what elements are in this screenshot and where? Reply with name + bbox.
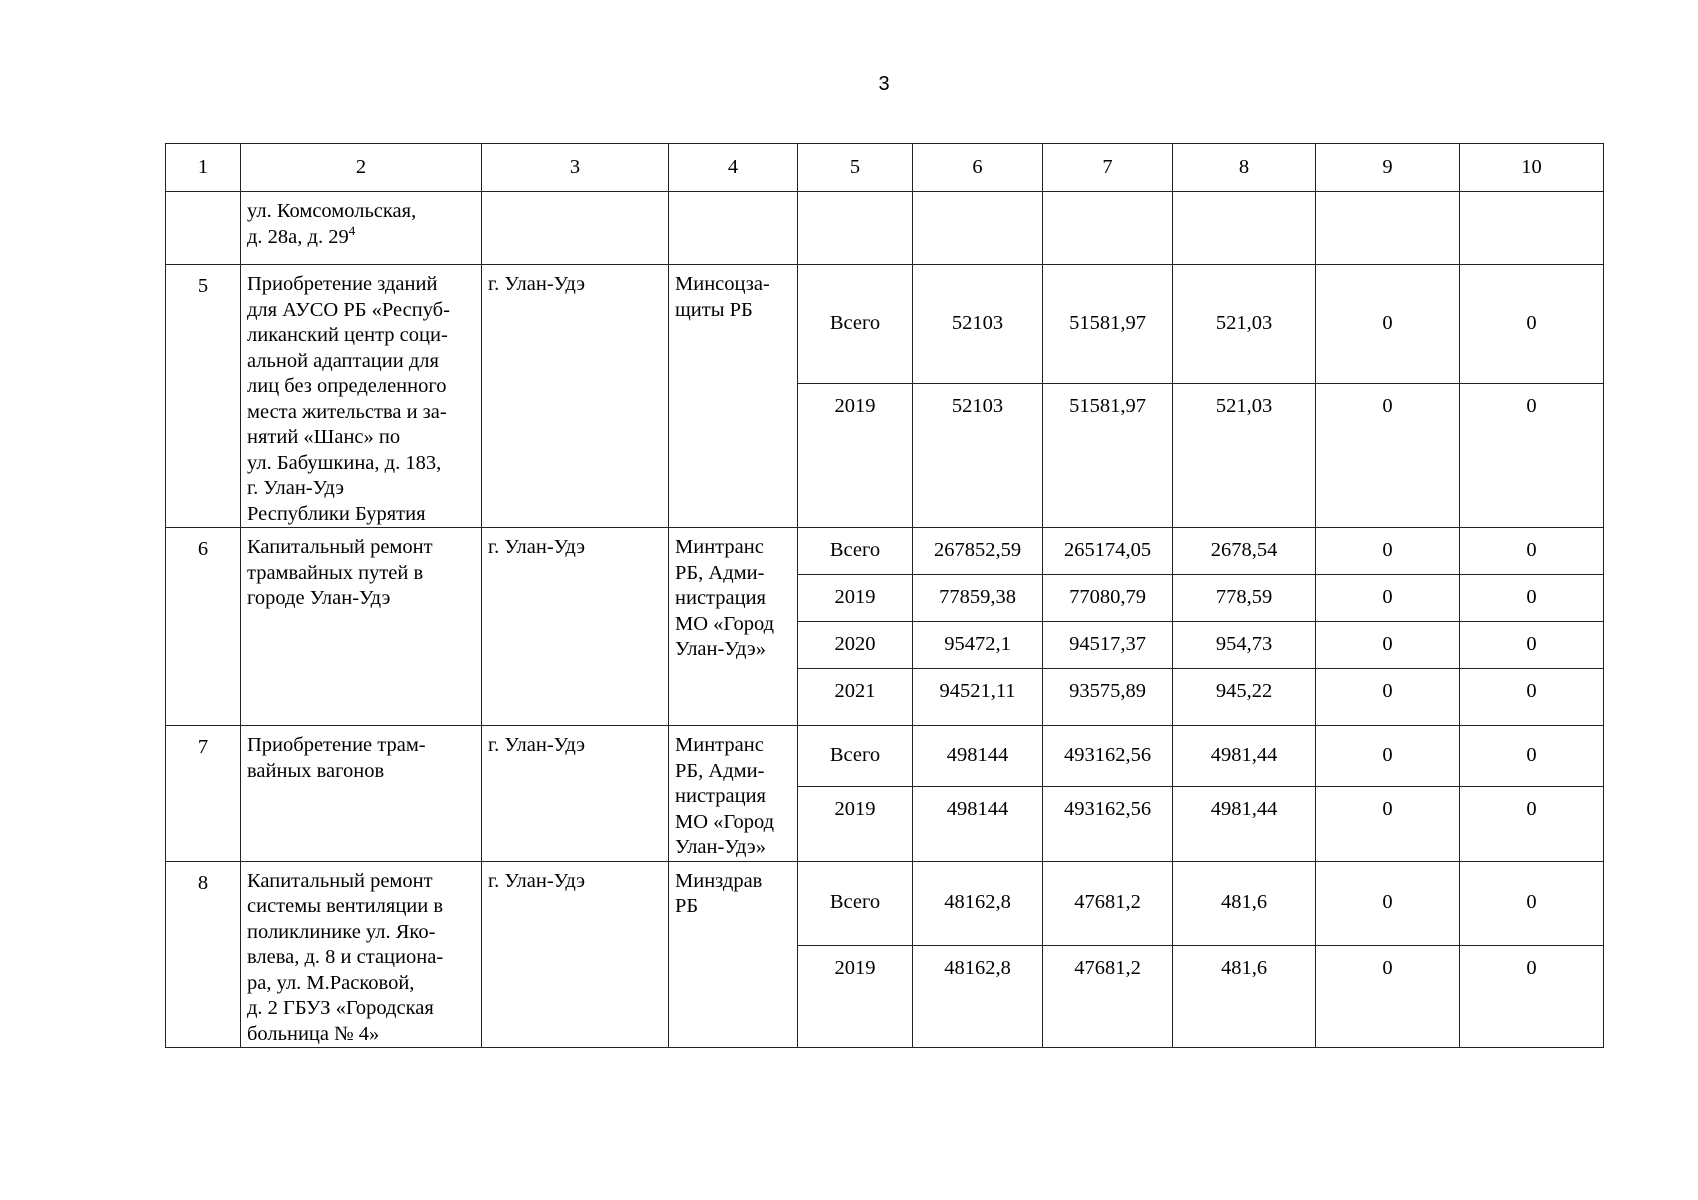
period-cell: 2019 [798, 787, 913, 861]
value-cell: 0 [1460, 726, 1604, 787]
organization-line: РБ, Адми- [675, 561, 765, 584]
value-cell: 267852,59 [913, 528, 1043, 575]
object-name-line: Приобретение трам- [247, 734, 426, 756]
value-cell [1316, 192, 1460, 265]
period-cell: 2019 [798, 945, 913, 1047]
value-cell: 0 [1316, 669, 1460, 726]
object-name-line: городе Улан-Удэ [247, 587, 391, 609]
value-cell: 493162,56 [1043, 726, 1173, 787]
period-cell: Всего [798, 726, 913, 787]
period-cell: 2019 [798, 383, 913, 527]
value-cell: 945,22 [1173, 669, 1316, 726]
value-cell: 94521,11 [913, 669, 1043, 726]
object-name-cell [241, 265, 482, 528]
organization-line: нистрация [675, 587, 766, 609]
value-cell [913, 192, 1043, 265]
object-name-line: ул. Бабушкина, д. 183, [247, 451, 442, 474]
object-name-line: Приобретение зданий [247, 273, 438, 295]
place-cell: г. Улан-Удэ [482, 861, 669, 1048]
column-header: 4 [669, 144, 798, 192]
value-cell: 4981,44 [1173, 787, 1316, 861]
organization-cell [669, 726, 798, 862]
object-name-line: для АУСО РБ «Респуб- [247, 298, 450, 321]
row-number-cell: 5 [166, 265, 241, 528]
table-row [166, 726, 1604, 787]
column-header: 9 [1316, 144, 1460, 192]
value-cell: 493162,56 [1043, 787, 1173, 861]
row-number-cell: 6 [166, 528, 241, 726]
value-cell: 481,6 [1173, 861, 1316, 945]
budget-table [165, 143, 1604, 1048]
period-cell: Всего [798, 265, 913, 384]
column-header: 6 [913, 144, 1043, 192]
value-cell: 0 [1460, 945, 1604, 1047]
object-name-cell [241, 861, 482, 1048]
period-cell: 2021 [798, 669, 913, 726]
page-number: 3 [878, 73, 890, 95]
organization-cell [669, 861, 798, 1048]
value-cell: 521,03 [1173, 265, 1316, 384]
value-cell: 954,73 [1173, 622, 1316, 669]
object-name-line: трамвайных путей в [247, 561, 424, 584]
organization-line: Улан-Удэ» [675, 638, 766, 660]
period-cell [798, 192, 913, 265]
organization-line: Улан-Удэ» [675, 836, 766, 858]
object-name-line: д. 2 ГБУЗ «Городская [247, 997, 434, 1019]
table-row [166, 265, 1604, 384]
value-cell: 0 [1316, 528, 1460, 575]
object-name-line: д. 28а, д. $29^4$ [247, 222, 356, 248]
object-name-line: влева, д. 8 и стациона- [247, 946, 444, 968]
value-cell: 0 [1460, 383, 1604, 527]
period-cell: 2019 [798, 575, 913, 622]
period-cell: 2020 [798, 622, 913, 669]
object-name-line: ул. Комсомольская, [247, 200, 417, 222]
footnote-mark: 4 [348, 222, 356, 238]
value-cell: 521,03 [1173, 383, 1316, 527]
value-cell: 2678,54 [1173, 528, 1316, 575]
value-cell: 0 [1316, 861, 1460, 945]
value-cell: 0 [1460, 787, 1604, 861]
value-cell: 93575,89 [1043, 669, 1173, 726]
value-cell: 47681,2 [1043, 945, 1173, 1047]
organization-line: Минздрав [675, 869, 763, 892]
organization-cell [669, 528, 798, 726]
object-name-line: ликанский центр соци- [247, 324, 448, 346]
organization-line: РБ, Адми- [675, 759, 765, 782]
object-name-line: Капитальный ремонт [247, 869, 433, 892]
value-cell: 51581,97 [1043, 383, 1173, 527]
organization-line: нистрация [675, 785, 766, 807]
continuation-row [166, 192, 1604, 265]
object-name-line: нятий «Шанс» по [247, 426, 401, 448]
value-cell: 265174,05 [1043, 528, 1173, 575]
period-cell: Всего [798, 528, 913, 575]
value-cell: 95472,1 [913, 622, 1043, 669]
organization-line: МО «Город [675, 810, 775, 833]
value-cell: 51581,97 [1043, 265, 1173, 384]
value-cell [1043, 192, 1173, 265]
place-cell: г. Улан-Удэ [482, 726, 669, 862]
value-cell: 77080,79 [1043, 575, 1173, 622]
value-cell: 0 [1316, 726, 1460, 787]
table-body [166, 144, 1604, 1048]
place-cell: г. Улан-Удэ [482, 265, 669, 528]
object-name-line: альной адаптации для [247, 349, 439, 372]
organization-line: Минтранс [675, 536, 764, 558]
column-header: 7 [1043, 144, 1173, 192]
column-header: 5 [798, 144, 913, 192]
column-number-row [166, 144, 1604, 192]
object-name-line: Капитальный ремонт [247, 536, 433, 558]
value-cell: 481,6 [1173, 945, 1316, 1047]
organization-cell [669, 265, 798, 528]
object-name-line: лиц без определенного [247, 375, 447, 397]
row-number-cell: 8 [166, 861, 241, 1048]
column-header: 2 [241, 144, 482, 192]
object-name-line: вайных вагонов [247, 759, 385, 782]
object-name-line: системы вентиляции в [247, 895, 444, 917]
value-cell: 48162,8 [913, 945, 1043, 1047]
value-cell: 0 [1460, 528, 1604, 575]
column-header: 8 [1173, 144, 1316, 192]
object-name-cell [241, 528, 482, 726]
column-header: 1 [166, 144, 241, 192]
period-cell: Всего [798, 861, 913, 945]
organization-line: РБ [675, 895, 699, 917]
organization-line: Минсоцза- [675, 273, 770, 295]
value-cell: 94517,37 [1043, 622, 1173, 669]
column-header: 10 [1460, 144, 1604, 192]
value-cell [1173, 192, 1316, 265]
object-name-line: места жительства и за- [247, 400, 447, 423]
organization-cell [669, 192, 798, 265]
value-cell: 0 [1316, 575, 1460, 622]
value-cell [1460, 192, 1604, 265]
object-name-cell [241, 726, 482, 862]
row-number-cell: 7 [166, 726, 241, 862]
table-row [166, 528, 1604, 575]
value-cell: 498144 [913, 726, 1043, 787]
value-cell: 778,59 [1173, 575, 1316, 622]
value-cell: 0 [1316, 622, 1460, 669]
object-name-line: г. Улан-Удэ [247, 477, 345, 499]
organization-line: щиты РБ [675, 298, 753, 321]
object-name-line: больница № 4» [247, 1022, 380, 1045]
value-cell: 52103 [913, 383, 1043, 527]
value-cell: 498144 [913, 787, 1043, 861]
value-cell: 0 [1316, 383, 1460, 527]
value-cell: 0 [1460, 265, 1604, 384]
object-name-cell [241, 192, 482, 265]
object-name-line: ра, ул. М.Расковой, [247, 971, 415, 994]
object-name-line: поликлинике ул. Яко- [247, 920, 436, 943]
organization-line: МО «Город [675, 612, 775, 635]
organization-line: Минтранс [675, 734, 764, 756]
place-cell [482, 192, 669, 265]
value-cell: 0 [1316, 265, 1460, 384]
column-header: 3 [482, 144, 669, 192]
value-cell: 0 [1460, 575, 1604, 622]
value-cell: 4981,44 [1173, 726, 1316, 787]
value-cell: 0 [1460, 861, 1604, 945]
value-cell: 0 [1316, 945, 1460, 1047]
value-cell: 77859,38 [913, 575, 1043, 622]
table-row [166, 861, 1604, 945]
row-number-cell [166, 192, 241, 265]
value-cell: 47681,2 [1043, 861, 1173, 945]
place-cell: г. Улан-Удэ [482, 528, 669, 726]
value-cell: 0 [1316, 787, 1460, 861]
value-cell: 52103 [913, 265, 1043, 384]
value-cell: 48162,8 [913, 861, 1043, 945]
object-name-line: Республики Бурятия [247, 502, 426, 525]
value-cell: 0 [1460, 622, 1604, 669]
value-cell: 0 [1460, 669, 1604, 726]
